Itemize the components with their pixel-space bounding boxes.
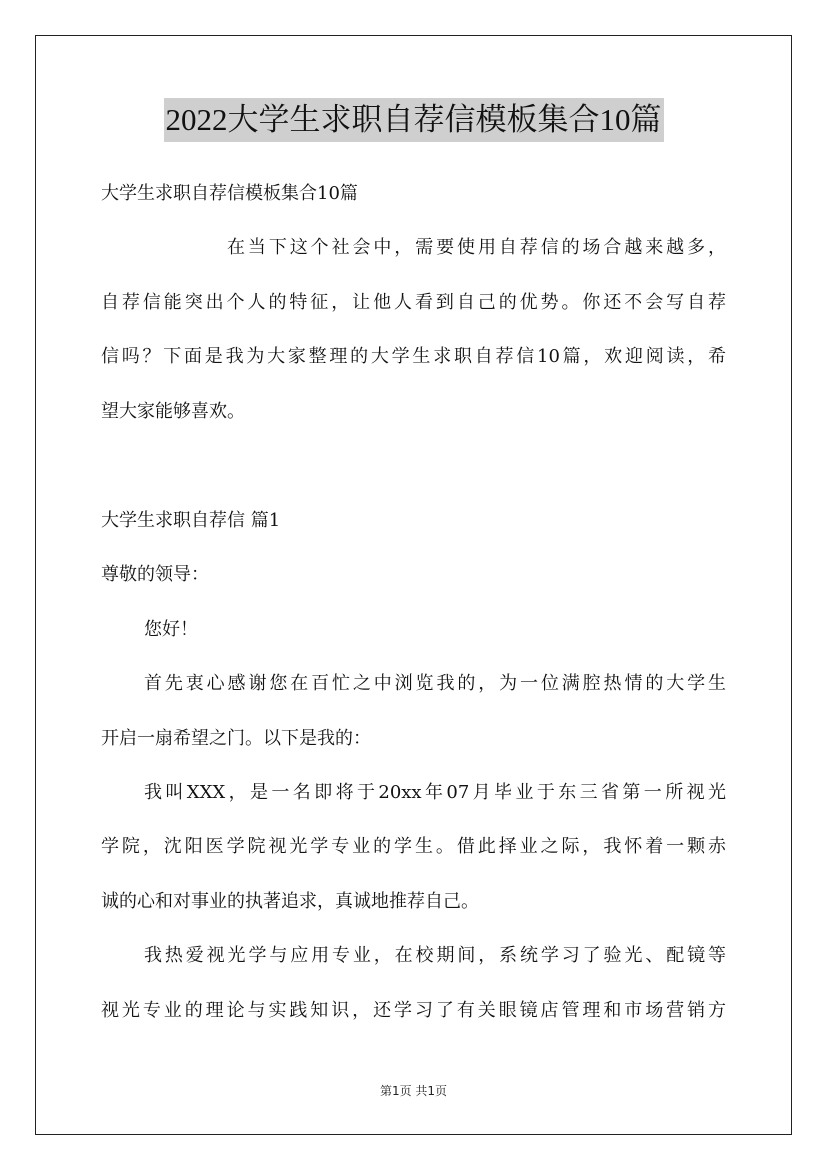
subtitle: 大学生求职自荐信模板集合10篇 bbox=[101, 183, 358, 204]
title-container bbox=[0, 98, 827, 142]
page-number-footer: 第1页 共1页 bbox=[379, 1084, 448, 1098]
paragraph-3-line-1: 我热爱视光学与应用专业，在校期间，系统学习了验光、配镜等 bbox=[144, 945, 726, 966]
paragraph-2-line-3: 诚的心和对事业的执著追求，真诚地推荐自己。 bbox=[101, 891, 479, 912]
salutation: 尊敬的领导： bbox=[101, 564, 209, 585]
intro-line-3: 信吗？下面是我为大家整理的大学生求职自荐信10篇，欢迎阅读，希 bbox=[101, 346, 726, 367]
intro-line-2: 自荐信能突出个人的特征，让他人看到自己的优势。你还不会写自荐 bbox=[101, 292, 726, 313]
paragraph-1-line-1: 首先衷心感谢您在百忙之中浏览我的，为一位满腔热情的大学生 bbox=[144, 673, 726, 694]
section-heading: 大学生求职自荐信 篇1 bbox=[101, 510, 281, 531]
greeting: 您好！ bbox=[144, 619, 198, 640]
intro-line-1: 在当下这个社会中，需要使用自荐信的场合越来越多， bbox=[227, 237, 726, 258]
intro-line-4: 望大家能够喜欢。 bbox=[101, 401, 245, 422]
document-title: 2022大学生求职自荐信模板集合10篇 bbox=[164, 98, 664, 142]
paragraph-3-line-2: 视光专业的理论与实践知识，还学习了有关眼镜店管理和市场营销方 bbox=[101, 1000, 726, 1021]
paragraph-1-line-2: 开启一扇希望之门。以下是我的： bbox=[101, 728, 371, 749]
paragraph-2-line-2: 学院，沈阳医学院视光学专业的学生。借此择业之际，我怀着一颗赤 bbox=[101, 836, 726, 857]
paragraph-2-line-1: 我叫XXX，是一名即将于20xx年07月毕业于东三省第一所视光 bbox=[144, 782, 726, 803]
